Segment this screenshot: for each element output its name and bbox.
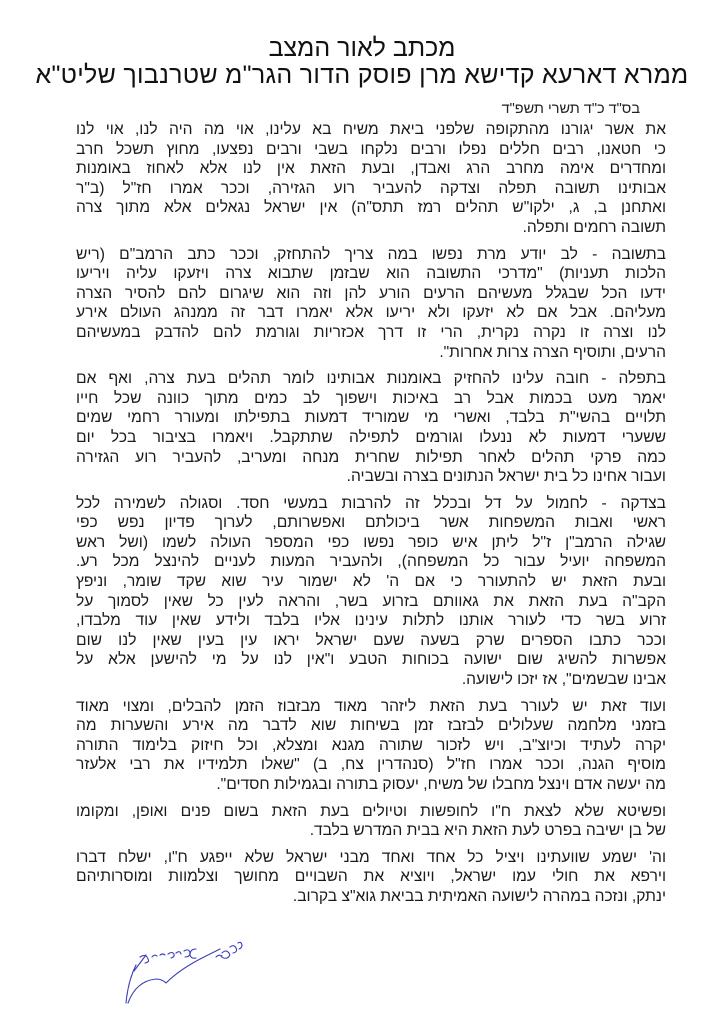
text-line: תלויים בהשי"ת בלבד, ואשרי מי שמוריד דמעות בתפילתו ומעורר רחמי שמים bbox=[76, 409, 666, 427]
text-line: ינתק, ונזכה במהרה לישועה האמיתית בביאת גוא"צ בקרוב. bbox=[292, 887, 666, 905]
text-line: ופשיטא שלא לצאת ח"ו לחופשות וטיולים בעת הזאת בשום פנים ואופן, ומקומו bbox=[76, 802, 666, 820]
paragraph bbox=[76, 369, 666, 487]
text-line: וירפא את חולי עמו ישראל, ויוציא את השבויים מחושך וצלמוות ומוסרותיהם bbox=[76, 868, 666, 886]
text-line: של בן ישיבה בפרט לעת הזאת היא בבית המדרש בלבד. bbox=[309, 822, 666, 840]
text-line: כי חטאנו, רבים חללים נפלו ורבים נלקחו בשבי ורבים נפצעו, מחוץ תשכל חרב bbox=[76, 140, 666, 158]
text-line: בתפלה - חובה עלינו להחזיק באומנות אבותינו לומר תהלים בעת צרה, ואף אם bbox=[76, 370, 666, 388]
text-line: וככר כתבו הספרים שרק בשעה שעם ישראל יראו עין בעין שאין לנו שום bbox=[76, 631, 666, 649]
letter-date: בס"ד כ"ד תשרי תשפ"ד bbox=[501, 101, 640, 117]
text-line: מעליהם. אבל אם לא יזעקו ולא יריעו אלא יאמרו דבר זה ממנהג העולם אירע bbox=[76, 304, 666, 322]
paragraph bbox=[76, 245, 666, 363]
text-line: תשובה רחמים ותפלה. bbox=[522, 218, 666, 236]
text-line: הלכות תעניות) "מדרכי התשובה הוא שבזמן שתבוא צרה ויזעקו עליה ויריעו bbox=[76, 265, 666, 283]
paragraph bbox=[76, 120, 666, 238]
text-line: ועוד זאת יש לעורר בעת הזאת ליזהר מאוד מבזבוז הזמן להבלים, ומצוי מאוד bbox=[76, 697, 666, 715]
text-line: אפשרות להשיג שום ישועה בכוחות הטבע ו"אין לנו על מי להישען אלא על bbox=[76, 651, 666, 669]
text-line: את אשר יגורנו מהתקופה שלפני ביאת משיח בא עלינו, אוי מה היה לנו, אוי לנו bbox=[76, 121, 666, 138]
text-line: בתשובה - לב יודע מרת נפשו במה צריך להתחזק, וככר כתב הרמב"ם (ריש bbox=[76, 245, 666, 263]
text-line: זרוע בשר כדי לעורר אותנו לתלות עינינו אליו בלבד ולידע שאין עוד מלבדו, bbox=[76, 612, 666, 630]
text-line: ידעו הכל שבגלל מעשיהם הרעים הורע להן וזה הוא שיגרום להם להסיר הצרה bbox=[76, 284, 666, 302]
paragraph bbox=[76, 802, 666, 841]
paragraph bbox=[76, 848, 666, 907]
text-line: מה יעשה אדם וינצל מחבלו של משיח, יעסוק בתורה ובגמילות חסדים". bbox=[216, 776, 666, 793]
text-line: יאמר מעט בכמות אבל רב באיכות וישפוך לב כמים מתוך כוונה שכל חייו bbox=[76, 389, 666, 407]
handwritten-signature bbox=[118, 935, 268, 1015]
letter-title: מכתב לאור המצב bbox=[268, 34, 456, 62]
paragraph bbox=[76, 494, 666, 690]
text-line: ששערי דמעות לא ננעלו וגורמים לתפילה שתתקבל. ויאמרו בציבור בכל יום bbox=[76, 428, 666, 446]
paragraph bbox=[76, 697, 666, 795]
text-line: בזמני מלחמה שעלולים לבזבז זמן בשיחות שוא לדבר מה אירע והשערות מה bbox=[76, 717, 666, 735]
text-line: ואתחנן ב, ג, ילקו"ש תהלים רמז תתס"ה) אין ישראל נגאלים אלא מתוך צרה bbox=[76, 199, 666, 217]
text-line: ובעת הזאת יש להתעורר כי אם ה' לא ישמור עיר שוא שקד שומר, וניפץ bbox=[76, 573, 666, 591]
text-line: ומחדרים אימה מחרב הרג ואבדן, ובעת הזאת אין לנו אלא לאחוז באומנות bbox=[76, 160, 666, 178]
text-line: מוסיף הגנה, וככר אמרו חז"ל (סנהדרין צח, ב) "שאלו תלמידיו את רבי אלעזר bbox=[76, 756, 666, 774]
text-line: שגילה הרמב"ן ז"ל ליתן איש כופר נפשו כפי המספר העולה לשמו (ושל ראש bbox=[76, 533, 666, 551]
text-line: אבינו שבשמים", אז יזכו לישועה. bbox=[461, 671, 666, 689]
text-line: הקב"ה בעת הזאת את גאוותם בזרוע בשר, והראה לעין כל שאין לסמוך על bbox=[76, 592, 666, 610]
text-line: המשפחה יועיל עבור כל המשפחה), ולהעביר המעות לעניים להינצל מכל רע. bbox=[76, 553, 666, 571]
text-line: בצדקה - לחמול על דל ובכלל זה להרבות במעשי חסד. וסגולה לשמירה לכל bbox=[76, 494, 666, 512]
letter-subtitle-author: ממרא דארעא קדישא מרן פוסק הדור הגר"מ שטרנבוך שליט"א bbox=[35, 61, 689, 89]
text-line: כמה פרקי תהלים לאחר תפילות שחרית מנחה ומעריב, להעביר רוע הגזירה bbox=[76, 448, 666, 466]
text-line: לנו וצרה זו נקרה נקרית, הרי זו דרך אכזריות וגורמת להם להדבק במעשיהם bbox=[76, 323, 666, 341]
text-line: יקרה לעתיד וכיוצ"ב, ויש לזכור שתורה מגנא ומצלא, וכל חיזוק בלימוד התורה bbox=[76, 736, 666, 754]
text-line: וה' ישמע שוועתינו ויציל כל אחד ואחד מבני ישראל שלא ייפגע ח"ו, ישלח דברו bbox=[76, 848, 666, 866]
text-line: אבותינו תשובה תפלה וצדקה להעביר רוע הגזירה, וככר אמרו חז"ל (ב"ר bbox=[76, 179, 666, 197]
letter-body bbox=[76, 120, 666, 914]
text-line: ועבור אחינו כל בית ישראל הנתונים בצרה ובשביה. bbox=[346, 468, 666, 486]
text-line: ראשי ואבות המשפחות אשר ביכולתם ואפשרותם, לערוך פדיון נפש כפי bbox=[76, 514, 666, 532]
text-line: הרעים, ותוסיף הצרה צרות אחרות". bbox=[439, 343, 666, 361]
